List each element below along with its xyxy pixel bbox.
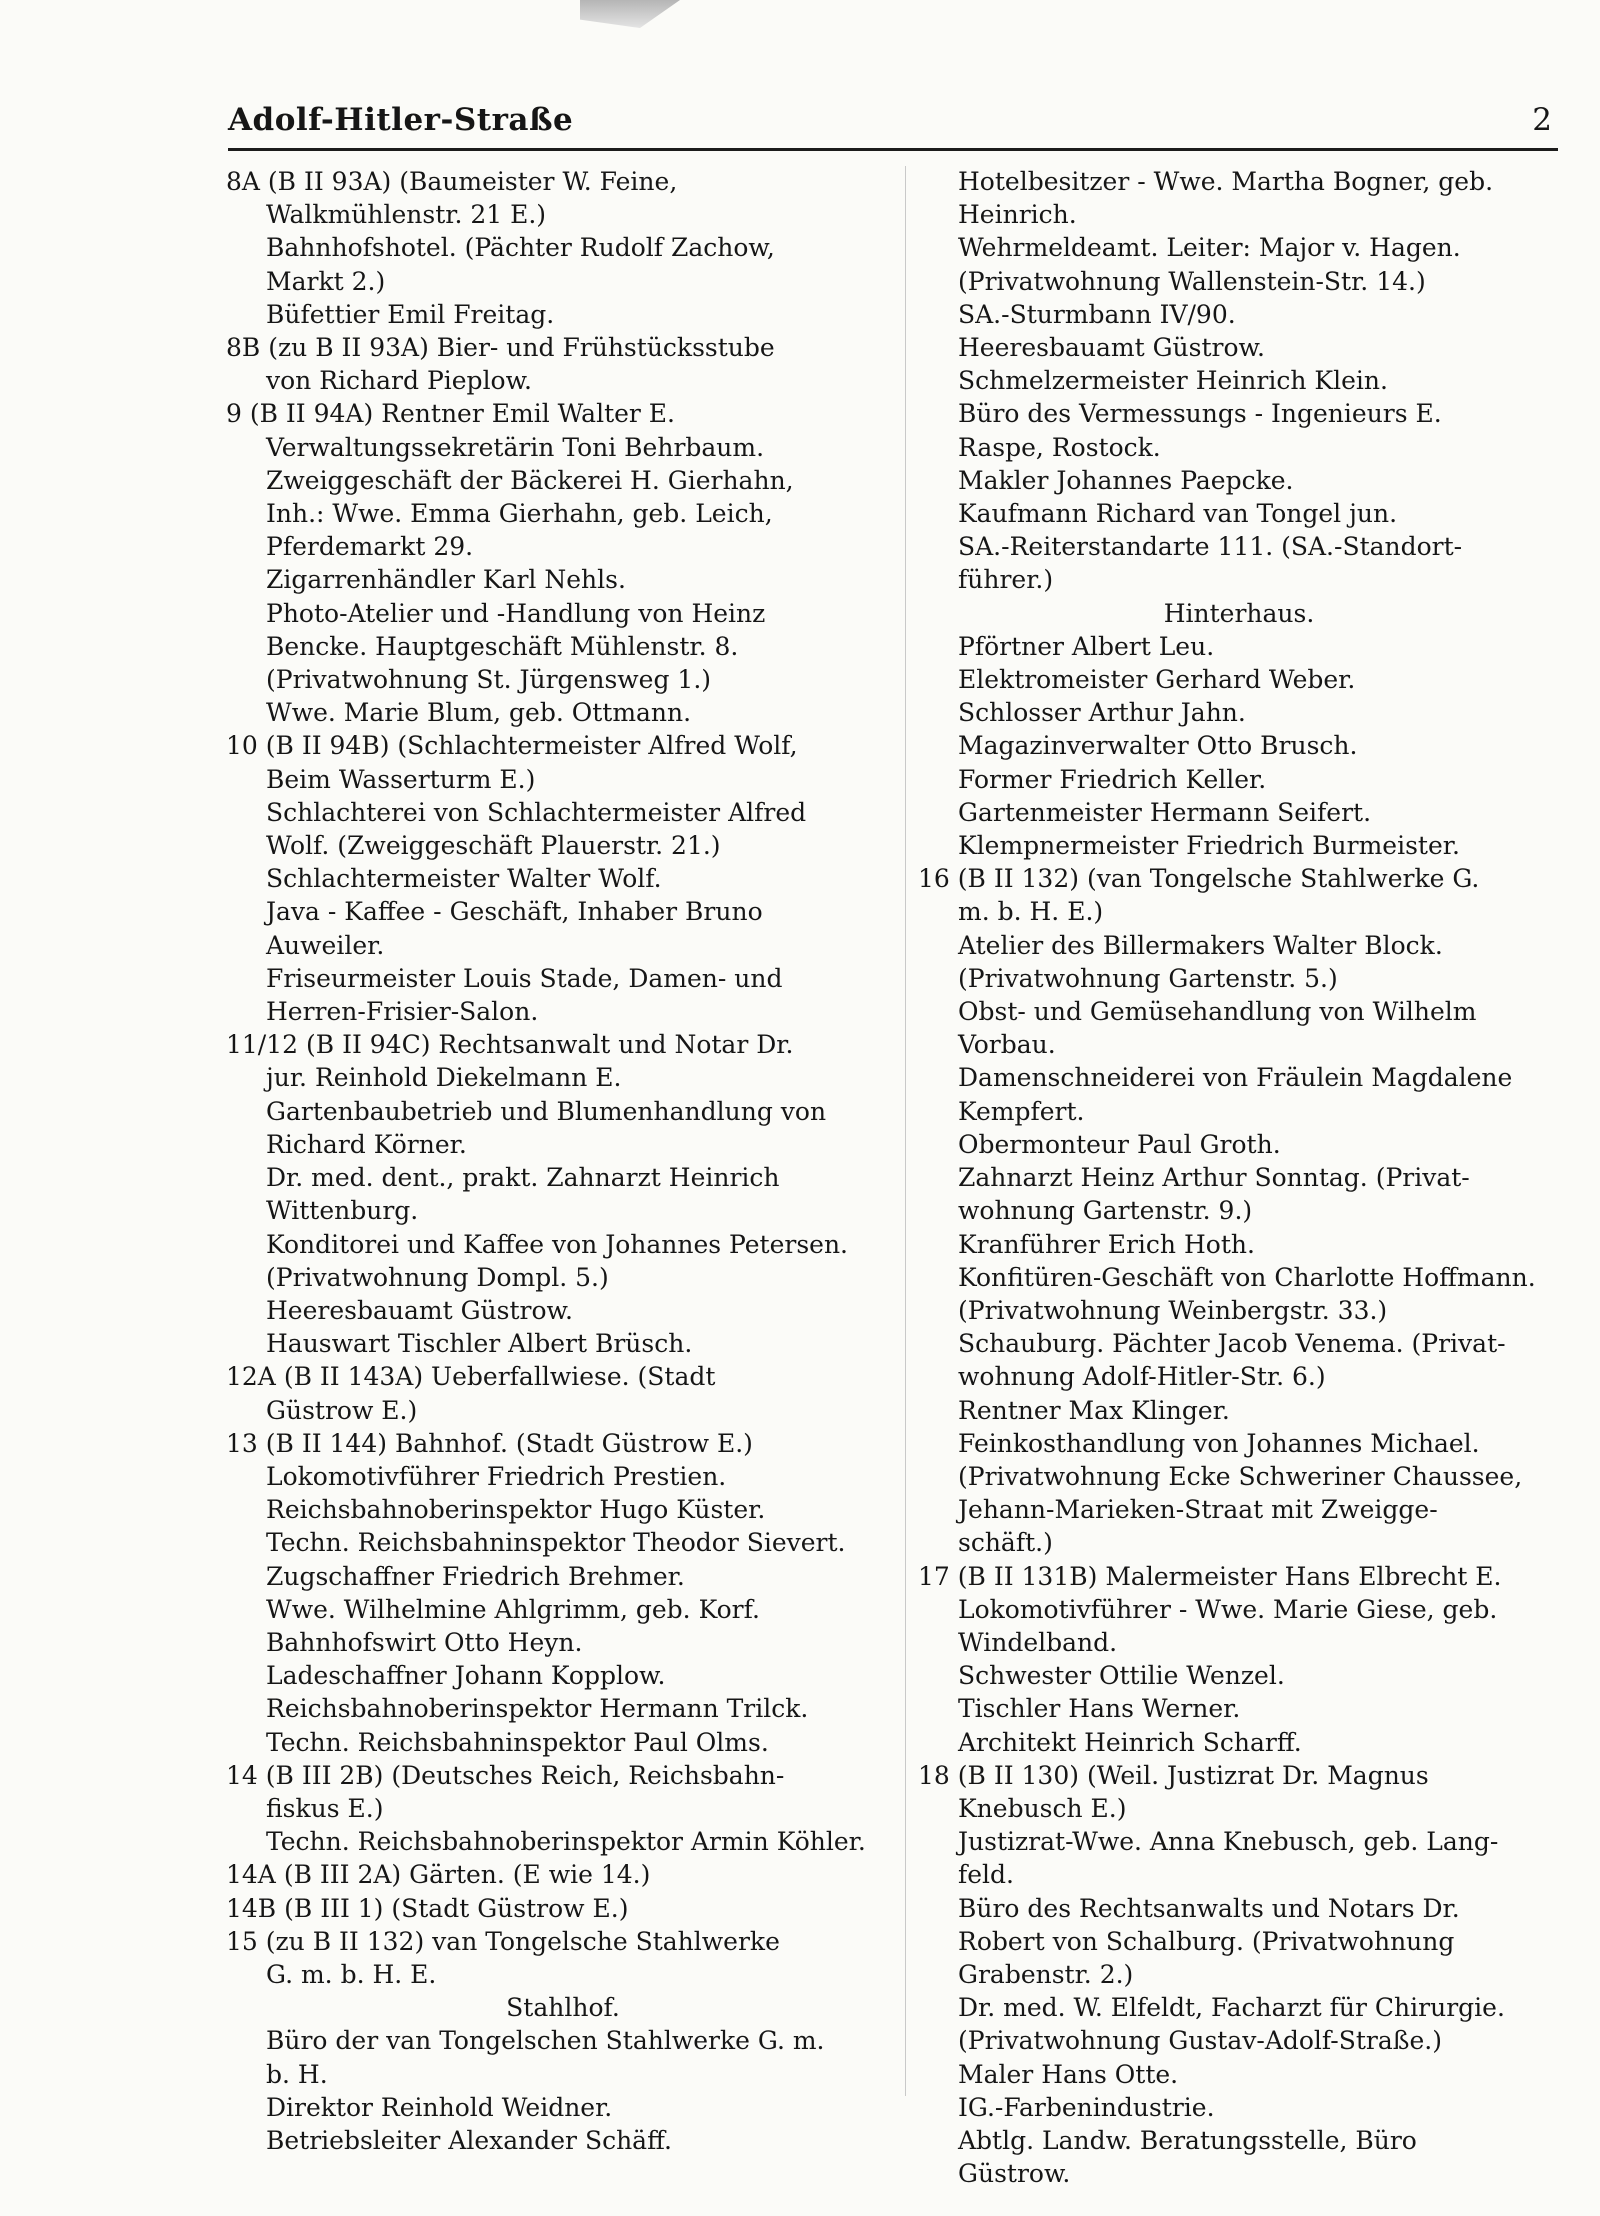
directory-line: m. b. H. E.) [958,897,1104,927]
directory-line: Tischler Hans Werner. [958,1694,1241,1724]
directory-line: Lokomotivführer - Wwe. Marie Giese, geb. [958,1594,1498,1624]
directory-line: Beim Wasserturm E.) [266,764,536,794]
directory-line: Makler Johannes Paepcke. [958,465,1294,495]
directory-line: Schmelzermeister Heinrich Klein. [958,366,1388,396]
directory-line: Büro des Rechtsanwalts und Notars Dr. [958,1893,1460,1923]
directory-line: Obermonteur Paul Groth. [958,1129,1281,1159]
directory-line: Obst- und Gemüsehandlung von Wilhelm [958,997,1477,1027]
page-number: 2 [1532,102,1552,138]
directory-line: Zahnarzt Heinz Arthur Sonntag. (Privat- [958,1163,1470,1193]
directory-line: führer.) [958,565,1054,595]
directory-line: Maler Hans Otte. [958,2059,1179,2089]
directory-line: Pförtner Albert Leu. [958,631,1215,661]
directory-line: Reichsbahnoberinspektor Hermann Trilck. [266,1694,809,1724]
directory-line: (Privatwohnung Gartenstr. 5.) [958,963,1338,993]
section-heading: Stahlhof. [506,1993,620,2023]
directory-line: Grabenstr. 2.) [958,1959,1134,1989]
directory-line: Elektromeister Gerhard Weber. [958,665,1356,695]
directory-line: von Richard Pieplow. [266,366,532,396]
directory-line: Photo-Atelier und -Handlung von Heinz [266,598,766,628]
right-column [918,165,1560,2190]
directory-line: Wittenburg. [266,1196,419,1226]
directory-line: Wolf. (Zweiggeschäft Plauerstr. 21.) [266,831,721,861]
directory-line: Techn. Reichsbahninspektor Paul Olms. [266,1727,769,1757]
page-header [228,96,1558,151]
directory-line: Dr. med. W. Elfeldt, Facharzt für Chirurgie. [958,1993,1505,2023]
directory-line: (Privatwohnung Dompl. 5.) [266,1262,609,1292]
directory-line: G. m. b. H. E. [266,1959,437,1989]
house-number-entry: 11/12 (B II 94C) Rechtsanwalt und Notar Dr. [226,1030,794,1060]
directory-line: Hauswart Tischler Albert Brüsch. [266,1329,693,1359]
directory-line: Richard Körner. [266,1129,467,1159]
house-number-entry: 13 (B II 144) Bahnhof. (Stadt Güstrow E.) [226,1428,753,1458]
directory-line: Bencke. Hauptgeschäft Mühlenstr. 8. [266,631,739,661]
directory-line: Heinrich. [958,200,1077,230]
directory-line: Konditorei und Kaffee von Johannes Petersen. [266,1229,849,1259]
directory-line: Bahnhofswirt Otto Heyn. [266,1627,583,1657]
directory-line: Kranführer Erich Hoth. [958,1229,1255,1259]
house-number-entry: 15 (zu B II 132) van Tongelsche Stahlwerke [226,1926,780,1956]
directory-line: feld. [958,1860,1014,1890]
directory-line: Güstrow. [958,2159,1071,2189]
directory-line: (Privatwohnung Wallenstein-Str. 14.) [958,266,1426,296]
directory-line: SA.-Reiterstandarte 111. (SA.-Standort- [958,532,1463,562]
directory-line: (Privatwohnung Ecke Schweriner Chaussee, [958,1461,1523,1491]
directory-line: Heeresbauamt Güstrow. [958,333,1265,363]
directory-line: Ladeschaffner Johann Kopplow. [266,1661,666,1691]
directory-line: SA.-Sturmbann IV/90. [958,299,1236,329]
house-number-entry: 14B (B III 1) (Stadt Güstrow E.) [226,1893,629,1923]
directory-line: jur. Reinhold Diekelmann E. [266,1063,622,1093]
directory-line: IG.-Farbenindustrie. [958,2092,1215,2122]
house-number-entry: 8B (zu B II 93A) Bier- und Frühstücksstube [226,333,775,363]
directory-line: Hotelbesitzer - Wwe. Martha Bogner, geb. [958,167,1494,196]
directory-line: Direktor Reinhold Weidner. [266,2092,613,2122]
house-number-entry: 14A (B III 2A) Gärten. (E wie 14.) [226,1860,651,1890]
house-number-entry: 17 (B II 131B) Malermeister Hans Elbrecht E. [918,1561,1502,1591]
directory-line: Windelband. [958,1627,1118,1657]
directory-line: Bahnhofshotel. (Pächter Rudolf Zachow, [266,233,775,263]
house-number-entry: 14 (B III 2B) (Deutsches Reich, Reichsbahn- [226,1760,785,1790]
directory-line: Architekt Heinrich Scharff. [958,1727,1302,1757]
directory-line: Schauburg. Pächter Jacob Venema. (Privat- [958,1329,1506,1359]
directory-line: Schlachterei von Schlachtermeister Alfred [266,797,807,827]
directory-line: Klempnermeister Friedrich Burmeister. [958,831,1460,861]
directory-line: Büro der van Tongelschen Stahlwerke G. m. [266,2026,825,2056]
directory-line: Herren-Frisier-Salon. [266,997,539,1027]
directory-line: Zigarrenhändler Karl Nehls. [266,565,626,595]
directory-line: Gartenbaubetrieb und Blumenhandlung von [266,1096,827,1126]
directory-line: Heeresbauamt Güstrow. [266,1295,573,1325]
directory-line: Knebusch E.) [958,1793,1127,1823]
directory-line: Rentner Max Klinger. [958,1395,1230,1425]
directory-line: Gartenmeister Hermann Seifert. [958,797,1372,827]
directory-line: (Privatwohnung St. Jürgensweg 1.) [266,665,712,695]
column-divider [905,166,906,2096]
directory-line: Schwester Ottilie Wenzel. [958,1661,1285,1691]
directory-line: b. H. [266,2059,328,2089]
house-number-entry: 16 (B II 132) (van Tongelsche Stahlwerke G. [918,864,1480,894]
directory-line: Schlachtermeister Walter Wolf. [266,864,662,894]
paper-tab-mark [580,0,680,28]
directory-line: Reichsbahnoberinspektor Hugo Küster. [266,1495,766,1525]
house-number-entry: 18 (B II 130) (Weil. Justizrat Dr. Magnus [918,1760,1429,1790]
directory-line: Atelier des Billermakers Walter Block. [958,930,1443,960]
directory-line: Damenschneiderei von Fräulein Magdalene [958,1063,1513,1093]
directory-line: Jehann-Marieken-Straat mit Zweigge- [958,1495,1438,1525]
directory-line: Abtlg. Landw. Beratungsstelle, Büro [958,2125,1417,2155]
street-title: Adolf-Hitler-Straße [228,102,574,138]
directory-line: Kaufmann Richard van Tongel jun. [958,499,1398,529]
directory-line: Vorbau. [958,1030,1056,1060]
house-number-entry: 9 (B II 94A) Rentner Emil Walter E. [226,399,675,429]
directory-line: Justizrat-Wwe. Anna Knebusch, geb. Lang- [958,1827,1499,1857]
directory-line: Lokomotivführer Friedrich Prestien. [266,1461,727,1491]
directory-line: Büro des Vermessungs - Ingenieurs E. [958,399,1442,429]
house-number-entry: 12A (B II 143A) Ueberfallwiese. (Stadt [226,1362,716,1392]
house-number-entry: 8A (B II 93A) (Baumeister W. Feine, [226,167,678,196]
directory-line: Inh.: Wwe. Emma Gierhahn, geb. Leich, [266,499,773,529]
directory-line: (Privatwohnung Weinbergstr. 33.) [958,1295,1388,1325]
directory-line: Java - Kaffee - Geschäft, Inhaber Bruno [266,897,763,927]
directory-line: Robert von Schalburg. (Privatwohnung [958,1926,1455,1956]
directory-line: fiskus E.) [266,1793,384,1823]
directory-line: Wehrmeldeamt. Leiter: Major v. Hagen. [958,233,1461,263]
directory-line: Magazinverwalter Otto Brusch. [958,731,1358,761]
directory-line: Konfitüren-Geschäft von Charlotte Hoffmann. [958,1262,1536,1292]
directory-line: Verwaltungssekretärin Toni Behrbaum. [266,432,765,462]
directory-line: wohnung Gartenstr. 9.) [958,1196,1253,1226]
directory-line: Markt 2.) [266,266,386,296]
directory-line: (Privatwohnung Gustav-Adolf-Straße.) [958,2026,1442,2056]
directory-line: Raspe, Rostock. [958,432,1161,462]
directory-line: Pferdemarkt 29. [266,532,474,562]
directory-line: Zugschaffner Friedrich Brehmer. [266,1561,685,1591]
directory-line: schäft.) [958,1528,1053,1558]
directory-line: Zweiggeschäft der Bäckerei H. Gierhahn, [266,465,794,495]
directory-line: Techn. Reichsbahnoberinspektor Armin Köhler. [266,1827,866,1857]
directory-line: Büfettier Emil Freitag. [266,299,555,329]
directory-line: Wwe. Marie Blum, geb. Ottmann. [266,698,692,728]
directory-line: wohnung Adolf-Hitler-Str. 6.) [958,1362,1326,1392]
directory-line: Betriebsleiter Alexander Schäff. [266,2125,672,2155]
directory-line: Güstrow E.) [266,1395,418,1425]
directory-line: Dr. med. dent., prakt. Zahnarzt Heinrich [266,1163,780,1193]
directory-line: Walkmühlenstr. 21 E.) [266,200,547,230]
directory-line: Feinkosthandlung von Johannes Michael. [958,1428,1480,1458]
directory-line: Wwe. Wilhelmine Ahlgrimm, geb. Korf. [266,1594,760,1624]
directory-line: Kempfert. [958,1096,1085,1126]
directory-line: Schlosser Arthur Jahn. [958,698,1246,728]
directory-line: Former Friedrich Keller. [958,764,1267,794]
directory-line: Auweiler. [266,930,385,960]
left-column [226,165,900,2157]
house-number-entry: 10 (B II 94B) (Schlachtermeister Alfred Wolf, [226,731,798,761]
directory-line: Techn. Reichsbahninspektor Theodor Sievert. [266,1528,846,1558]
section-heading: Hinterhaus. [1163,598,1315,628]
directory-line: Friseurmeister Louis Stade, Damen- und [266,963,783,993]
